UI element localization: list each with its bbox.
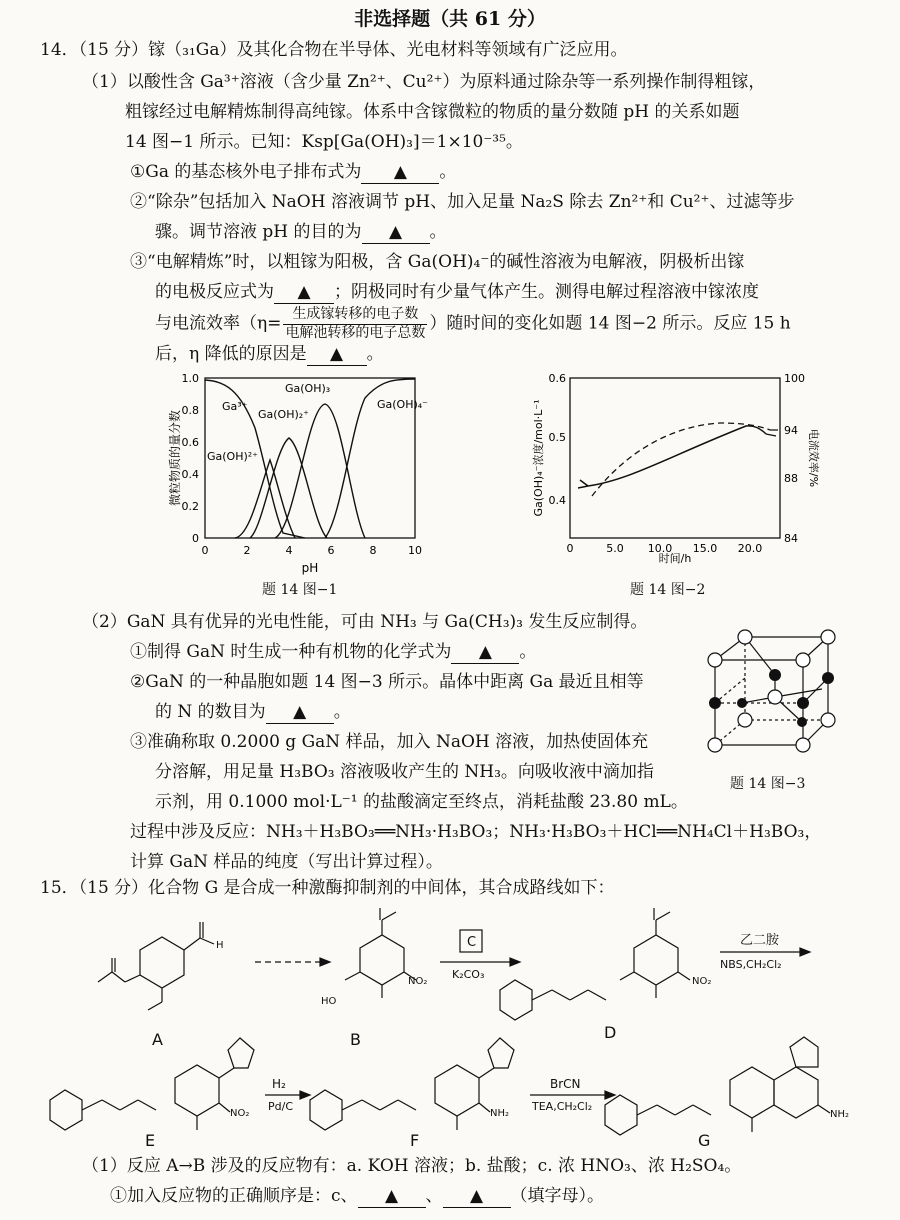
eta-prefix: 与电流效率（η= xyxy=(155,313,282,334)
fig1-y-tick: 0.4 xyxy=(181,468,199,481)
fig2-y-right-tick: 88 xyxy=(784,472,798,485)
fig1-x-tick: 0 xyxy=(201,544,209,557)
atom-label-no2: NO₂ xyxy=(408,976,428,987)
fig2-frame xyxy=(570,378,780,538)
atom-label-h: H xyxy=(216,940,224,951)
q14-2-3-line3: 示剂，用 0.1000 mol·L⁻¹ 的盐酸滴定至终点，消耗盐酸 23.80 mL。 xyxy=(155,792,688,812)
period: 。 xyxy=(429,222,447,242)
answer-blank[interactable]: ▲ xyxy=(274,282,334,304)
answer-blank[interactable]: ▲ xyxy=(361,162,439,184)
atom-label-nh2: NH₂ xyxy=(490,1108,510,1119)
fig1-label-gaoh: Ga(OH)²⁺ xyxy=(207,450,258,463)
label-d: D xyxy=(604,1023,617,1042)
efficiency-fraction xyxy=(283,306,427,342)
period: 。 xyxy=(333,702,351,722)
answer-blank[interactable]: ▲ xyxy=(451,642,519,664)
atom-ga xyxy=(821,713,835,727)
fraction-numerator: 生成镓转移的电子数 xyxy=(283,306,427,325)
fraction-denominator: 电解池转移的电子总数 xyxy=(285,324,426,341)
label-b: B xyxy=(350,1030,361,1049)
atom-ga xyxy=(796,653,810,667)
structure-A xyxy=(98,922,214,1010)
fig2-concentration-curve xyxy=(588,426,766,486)
answer-blank[interactable]: ▲ xyxy=(443,1186,511,1208)
q14-1-3-text-a: 的电极反应式为 xyxy=(155,282,274,302)
fig1-label-gaoh2: Ga(OH)₂⁺ xyxy=(258,408,309,421)
q14-1-3-text-b: ；阴极同时有少量气体产生。测得电解过程溶液中镓浓度 xyxy=(334,282,759,302)
q15-sub1-question xyxy=(110,1186,604,1208)
fig1-y-tick: 0.2 xyxy=(181,500,199,513)
q14-1-3-line1: ③“电解精炼”时，以粗镓为阳极，含 Ga(OH)₄⁻的碱性溶液为电解液，阴极析出镓 xyxy=(130,252,745,272)
atom-label-ho: HO xyxy=(321,996,337,1007)
fig1-x-tick: 2 xyxy=(243,544,251,557)
atom-ga xyxy=(738,630,752,644)
arrowhead xyxy=(320,958,330,966)
q14-part1-line1: （1）以酸性含 Ga³⁺溶液（含少量 Zn²⁺、Cu²⁺）为原料通过除杂等一系列操作制得粗镓， xyxy=(82,72,766,92)
period: 。 xyxy=(439,162,457,182)
fig2-y-right-tick: 94 xyxy=(784,424,798,437)
answer-blank[interactable]: ▲ xyxy=(266,702,334,724)
fig1-label-gaoh3: Ga(OH)₃ xyxy=(285,382,331,395)
reagent-pdc: Pd/C xyxy=(268,1100,294,1113)
fig1-y-tick: 0 xyxy=(192,532,199,545)
atom-n xyxy=(709,697,721,709)
fig1-ylabel: 微粒物质的量分数 xyxy=(168,409,182,507)
q14-2-2-line1: ②GaN 的一种晶胞如题 14 图−3 所示。晶体中距离 Ga 最近且相等 xyxy=(130,672,644,692)
fig2-x-tick: 20.0 xyxy=(737,542,763,555)
fig1-x-tick: 8 xyxy=(369,544,377,557)
atom-ga xyxy=(768,690,782,704)
fig3-crystal-cell xyxy=(700,625,850,775)
fig1-curve-gaoh xyxy=(235,460,295,538)
fig2-y-left-tick: 0.5 xyxy=(548,431,566,444)
fig2-xlabel: 时间/h xyxy=(658,552,692,565)
fig1-species-distribution-chart xyxy=(155,368,445,578)
fig1-label-gaoh4: Ga(OH)₄⁻ xyxy=(377,398,428,411)
fig1-xlabel: pH xyxy=(301,561,319,575)
fig2-y-left-tick: 0.6 xyxy=(548,372,566,385)
q14-part2-line1: （2）GaN 具有优异的光电性能，可由 NH₃ 与 Ga(CH₃)₃ 发生反应制得。 xyxy=(82,612,648,632)
period: 。 xyxy=(519,642,537,662)
atom-label-nh2: NH₂ xyxy=(830,1109,850,1120)
reagent-nbs: NBS,CH₂Cl₂ xyxy=(720,958,782,971)
structure-G xyxy=(605,1037,830,1135)
fig2-concentration-efficiency-chart xyxy=(520,368,820,568)
fig1-x-tick: 6 xyxy=(327,544,335,557)
arrowhead xyxy=(605,1091,615,1099)
q14-1-3-text-c: 后，η 降低的原因是 xyxy=(155,344,307,364)
reagent-c: C xyxy=(467,935,477,950)
atom-n xyxy=(769,669,781,681)
arrowhead xyxy=(800,948,810,956)
atom-n xyxy=(797,697,809,709)
fig2-x-tick: 15.0 xyxy=(692,542,718,555)
answer-blank[interactable]: ▲ xyxy=(307,344,367,366)
q14-2-3-line2: 分溶解，用足量 H₃BO₃ 溶液吸收产生的 NH₃。向吸收液中滴加指 xyxy=(155,762,654,782)
q14-1-1-text: ①Ga 的基态核外电子排布式为 xyxy=(130,162,362,182)
q14-2-3-line1: ③准确称取 0.2000 g GaN 样品，加入 NaOH 溶液，加热使固体充 xyxy=(130,732,649,752)
label-a: A xyxy=(152,1030,163,1049)
fig2-arrow-left xyxy=(578,480,588,488)
q14-part1-line2: 粗镓经过电解精炼制得高纯镓。体系中含镓微粒的物质的量分数随 pH 的关系如题 xyxy=(125,102,740,122)
q14-part1-line3: 14 图−1 所示。已知：Ksp[Ga(OH)₃]＝1×10⁻³⁵。 xyxy=(125,132,523,152)
fig2-x-tick: 10.0 xyxy=(647,542,673,555)
atom-ga xyxy=(708,738,722,752)
fig2-arrow-right xyxy=(766,430,778,436)
atom-n xyxy=(822,672,834,684)
q14-2-1 xyxy=(130,642,536,664)
fig2-y-left-tick: 0.4 xyxy=(548,494,566,507)
atom-ga xyxy=(821,630,835,644)
section-title: 非选择题（共 61 分） xyxy=(354,8,546,30)
reagent-h2: H₂ xyxy=(272,1077,286,1091)
fig2-ylabel-right: 电流效率/% xyxy=(807,428,820,488)
structure-B xyxy=(345,908,416,998)
structure-F xyxy=(310,1038,514,1130)
q15-sub1-tail: （填字母）。 xyxy=(510,1186,605,1206)
q14-1-2-line1: ②“除杂”包括加入 NaOH 溶液调节 pH、加入足量 Na₂S 除去 Zn²⁺和 Cu²⁺、过滤等步 xyxy=(130,192,795,212)
q14-2-3-line5: 计算 GaN 样品的纯度（写出计算过程）。 xyxy=(130,852,443,872)
q14-2-3-line4: 过程中涉及反应：NH₃＋H₃BO₃══NH₃·H₃BO₃；NH₃·H₃BO₃＋HCl══NH₄Cl＋H₃BO₃， xyxy=(130,822,822,842)
q15-sub1-text: ①加入反应物的正确顺序是：c、 xyxy=(110,1186,358,1206)
atom-ga xyxy=(738,713,752,727)
q14-header: 14．（15 分）镓（₃₁Ga）及其化合物在半导体、光电材料等领域有广泛应用。 xyxy=(40,40,628,60)
fig3-caption: 题 14 图−3 xyxy=(730,776,806,792)
arrowhead xyxy=(510,958,520,966)
reagent-ethylenediamine: 乙二胺 xyxy=(740,933,780,948)
reagent-k2co3: K₂CO₃ xyxy=(452,968,485,981)
reagent-tea: TEA,CH₂Cl₂ xyxy=(532,1100,593,1113)
fig2-x-tick: 0 xyxy=(566,542,574,555)
fig2-y-right-tick: 84 xyxy=(784,532,798,545)
answer-blank[interactable]: ▲ xyxy=(362,222,430,244)
fig1-y-tick: 0.8 xyxy=(181,404,199,417)
fig2-x-tick: 5.0 xyxy=(606,542,624,555)
q14-1-1 xyxy=(130,162,456,184)
fig1-caption: 题 14 图−1 xyxy=(262,582,338,598)
atom-n xyxy=(737,698,747,708)
fig2-y-right-tick: 100 xyxy=(784,372,805,385)
label-e: E xyxy=(145,1131,156,1150)
q14-1-3-line4 xyxy=(155,344,384,366)
q14-1-3-line2 xyxy=(155,282,759,304)
q14-1-3-line3 xyxy=(155,306,791,342)
eta-suffix: ）随时间的变化如题 14 图−2 所示。反应 15 h xyxy=(429,313,791,334)
structure-E xyxy=(50,1038,254,1130)
comma: 、 xyxy=(425,1186,443,1206)
label-f: F xyxy=(410,1131,420,1150)
arrowhead xyxy=(300,1091,310,1099)
q14-2-1-text: ①制得 GaN 时生成一种有机物的化学式为 xyxy=(130,642,452,662)
fig1-y-tick: 1.0 xyxy=(181,372,199,385)
fig1-x-tick: 10 xyxy=(408,544,422,557)
atom-label-no2: NO₂ xyxy=(692,976,712,987)
structure-D xyxy=(500,908,690,1020)
fig1-y-tick: 0.6 xyxy=(181,436,199,449)
atom-label-no2: NO₂ xyxy=(230,1108,250,1119)
q14-1-2-text: 骤。调节溶液 pH 的目的为 xyxy=(155,222,362,242)
q15-synthesis-route xyxy=(40,900,870,1150)
atom-ga xyxy=(796,738,810,752)
fig2-caption: 题 14 图−2 xyxy=(630,582,706,598)
period: 。 xyxy=(366,344,384,364)
atom-n xyxy=(797,717,807,727)
q14-2-2-line2 xyxy=(155,702,351,724)
reagent-brcn: BrCN xyxy=(550,1077,581,1091)
answer-blank[interactable]: ▲ xyxy=(358,1186,426,1208)
fig2-ylabel-left: Ga(OH)₄⁻浓度/mol·L⁻¹ xyxy=(532,399,545,517)
label-g: G xyxy=(698,1131,711,1150)
q14-2-2-text: 的 N 的数目为 xyxy=(155,702,266,722)
fig1-curve-gaoh3 xyxy=(275,404,365,538)
q14-1-2-line2 xyxy=(155,222,447,244)
q15-sub1: （1）反应 A→B 涉及的反应物有：a. KOH 溶液；b. 盐酸；c. 浓 HNO₃、浓 H₂SO₄。 xyxy=(82,1156,742,1176)
fig1-x-tick: 4 xyxy=(285,544,293,557)
fig2-efficiency-curve xyxy=(592,423,770,496)
fig1-label-ga3: Ga³⁺ xyxy=(222,400,248,413)
q15-header: 15．（15 分）化合物 G 是合成一种激酶抑制剂的中间体，其合成路线如下： xyxy=(40,878,615,898)
atom-ga xyxy=(708,653,722,667)
